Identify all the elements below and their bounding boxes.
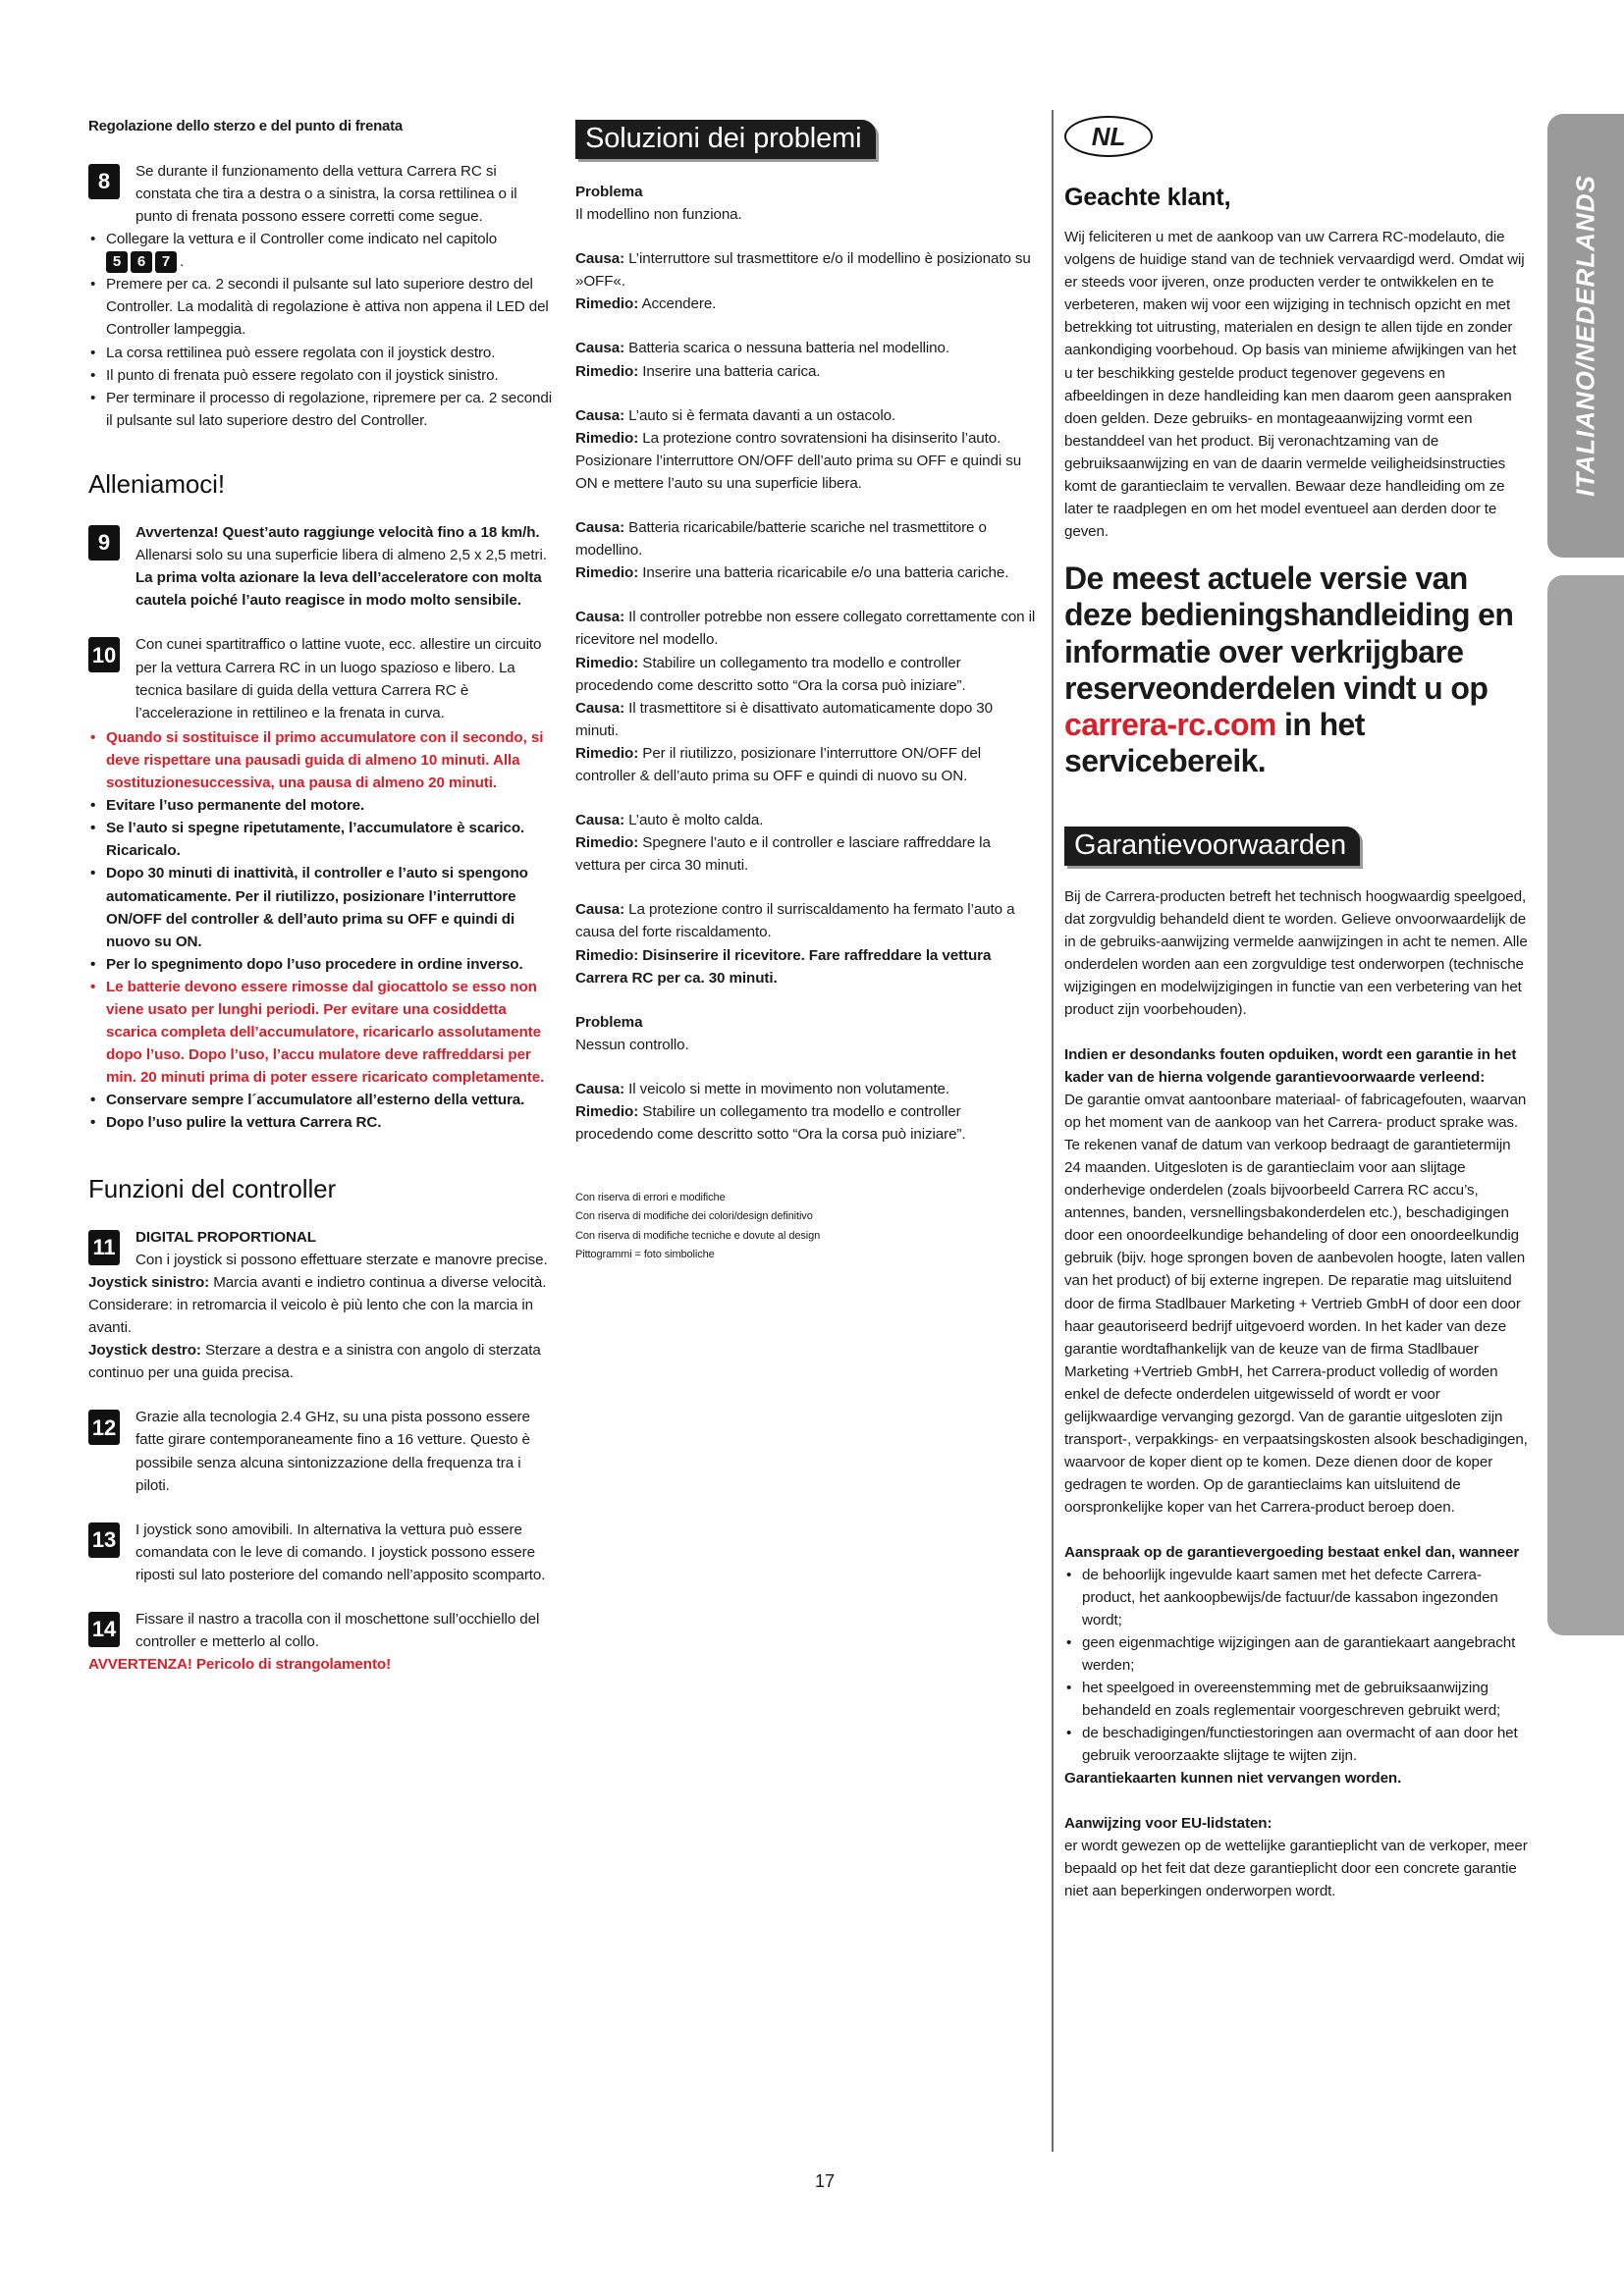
left-column <box>88 116 552 1676</box>
warranty-intro: Bij de Carrera-producten betreft het technisch hoogwaardig speelgoed, dat zorgvuldig behandeld dient te worden. Gelieve onvoorwaardelijk de in de gebruiks-aanwijzing vermelde aanwijzingen in acht te nemen. Alle onderdelen worden aan een zorgvuldige test onderworpen (technische wijzigingen en modelwijzigingen in functie van een verbetering van het product zijn voorbehouden). <box>1064 887 1528 1019</box>
step-12 <box>88 1406 552 1496</box>
bullet-red: • Quando si sostituisce il primo accumulatore con il secondo, si deve rispettare una pausadi guida di almeno 10 minuti. Alla sostituzionesuccessiva, una pausa di almeno 20 minuti. <box>88 726 552 794</box>
cause-block: Causa: Batteria scarica o nessuna batteria nel modellino. Rimedio: Inserire una batteria carica. <box>575 340 949 380</box>
eu-heading: Aanwijzing voor EU-lidstaten: <box>1064 1814 1272 1832</box>
step-number: 14 <box>88 1612 120 1647</box>
step-number: 10 <box>88 637 120 672</box>
side-tab-language <box>1547 114 1624 558</box>
bullet: • Per terminare il processo di regolazione, ripremere per ca. 2 secondi il pulsante sul lato superiore destro del Controller. <box>88 387 552 432</box>
warning-text: Allenarsi solo su una superficie libera di almeno 2,5 x 2,5 metri. <box>135 547 547 564</box>
step-11 <box>88 1226 552 1271</box>
problem-label: Problema <box>575 184 643 200</box>
latest-version-notice: De meest actuele versie van deze bedieningshandleiding en informatie over verkrijgbare reserveonderdelen vindt u op carrera-rc.com in het servicebereik. <box>1064 561 1514 778</box>
nl-language-badge: NL <box>1064 116 1153 157</box>
problem-text: Il modellino non funziona. <box>575 206 742 224</box>
warranty-heading: Indien er desondanks fouten opduiken, wordt een garantie in het kader van de hierna volgende garantievoorwaarde verleend: <box>1064 1045 1517 1086</box>
footnote: Pittogrammi = foto simboliche <box>575 1248 715 1260</box>
page-number: 17 <box>814 2171 836 2191</box>
problem-text: Nessun controllo. <box>575 1036 689 1053</box>
step-number: 11 <box>88 1230 120 1265</box>
step-text: Fissare il nastro a tracolla con il moschettone sull’occhiello del controller e metterlo al collo. <box>135 1611 540 1651</box>
bullet: • de beschadigingen/functiestoringen aan overmacht of aan door het gebruik veroorzaakte slijtage te wijten zijn. <box>1064 1722 1528 1767</box>
bullet: • het speelgoed in overeenstemming met de gebruiksaanwijzing behandeld en zoals reglementair voorgeschreven gebruikt werd; <box>1064 1677 1528 1722</box>
warning-bold: Avvertenza! Quest’auto raggiunge velocità fino a 18 km/h. <box>135 524 540 542</box>
bullet: • Dopo 30 minuti di inattività, il controller e l’auto si spengono automaticamente. Per il riutilizzo, posizionare l’interruttore ON/OFF del controller & dell’auto prima su OFF e quindi di nuovo su ON. <box>88 862 552 952</box>
step-text: Con cunei spartitraffico o lattine vuote, ecc. allestire un circuito per la vettura Carrera RC in un luogo spazioso e libero. La tecnica basilare di guida della vettura Carrera RC è l’accelerazione in rettilineo e la frenata in curva. <box>135 636 542 721</box>
cause-block: Causa: Il veicolo si mette in movimento non volutamente. Rimedio: Stabilire un collegamento tra modello e controller procedendo come descritto sotto “Ora la corsa può iniziare”. <box>575 1080 966 1144</box>
bullet: • Per lo spegnimento dopo l’uso procedere in ordine inverso. <box>88 953 552 976</box>
bullet: • Se l’auto si spegne ripetutamente, l’accumulatore è scarico. Ricaricalo. <box>88 817 552 862</box>
bullet: • Il punto di frenata può essere regolato con il joystick sinistro. <box>88 364 552 387</box>
step-text: Se durante il funzionamento della vettura Carrera RC si constata che tira a destra o a sinistra, la corsa rettilinea o il punto di frenata possono essere corretti come segue. <box>135 162 517 225</box>
bullet: • La corsa rettilinea può essere regolata con il joystick destro. <box>88 342 552 364</box>
joystick-right: Joystick destro: Sterzare a destra e a sinistra con angolo di sterzata continuo per una guida precisa. <box>88 1342 541 1382</box>
step-number: 9 <box>88 525 120 561</box>
column-divider <box>1052 110 1054 2152</box>
bullet-red: • Le batterie devono essere rimosse dal giocattolo se esso non viene usato per lunghi periodi. Per evitare una cosiddetta scarica completa dell’accumulatore, ricaricarlo assolutamente dopo l’uso. Dopo l’uso, l’accu mulatore deve raffreddarsi per min. 20 minuti prima di poter essere ricaricato completamente. <box>88 976 552 1089</box>
bullet: • Evitare l’uso permanente del motore. <box>88 794 552 817</box>
step-number: 13 <box>88 1522 120 1558</box>
step-13 <box>88 1519 552 1586</box>
cause-block: Causa: La protezione contro il surriscaldamento ha fermato l’auto a causa del forte riscaldamento. Rimedio: Disinserire il ricevitore. Fare raffreddare la vettura Carrera RC per ca. 30 minuti. <box>575 901 1015 987</box>
step-8 <box>88 160 552 228</box>
claim-note: Garantiekaarten kunnen niet vervangen worden. <box>1064 1770 1402 1788</box>
footnote: Con riserva di modifiche dei colori/design definitivo <box>575 1210 813 1223</box>
warning-bold-2: La prima volta azionare la leva dell’acceleratore con molta cautela poiché l’auto reagisce in modo molto sensibile. <box>135 569 542 610</box>
step-text: I joystick sono amovibili. In alternativa la vettura può essere comandata con le leve di comando. I joystick possono essere riposti sul lato posteriore del comando nell’apposito scomparto. <box>135 1521 546 1583</box>
step-text: Grazie alla tecnologia 2.4 GHz, su una pista possono essere fatte girare contemporaneamente fino a 16 vetture. Questo è possibile senza alcuna sintonizzazione della frequenza tra i piloti. <box>135 1409 530 1494</box>
side-tab-label: ITALIANO/NEDERLANDS <box>1570 175 1600 497</box>
bullet: • Conservare sempre l´accumulatore all’esterno della vettura. <box>88 1089 552 1111</box>
controller-title: Funzioni del controller <box>88 1173 337 1203</box>
steering-heading: Regolazione dello sterzo e del punto di frenata <box>88 118 403 134</box>
joystick-left: Joystick sinistro: Marcia avanti e indietro continua a diverse velocità. Considerare: in retromarcia il veicolo è più lento che con la marcia in avanti. <box>88 1273 547 1337</box>
problem-label: Problema <box>575 1013 643 1031</box>
footnotes <box>575 1189 1039 1264</box>
step-10 <box>88 633 552 723</box>
right-column <box>1064 116 1528 1902</box>
bullet: • Dopo l’uso pulire la vettura Carrera RC. <box>88 1111 552 1134</box>
side-tab-secondary <box>1547 575 1624 1635</box>
bullet: • de behoorlijk ingevulde kaart samen met het defecte Carrera-product, het aankoopbewijs/de factuur/de kassabon ingezonden wordt; <box>1064 1564 1528 1631</box>
alleniamoci-title: Alleniamoci! <box>88 468 225 499</box>
cause-block: Causa: L’auto si è fermata davanti a un ostacolo. Rimedio: La protezione contro sovratensioni ha disinserito l’auto. Posizionare l’interruttore ON/OFF dell’auto prima su OFF e quindi su ON e mettere l’auto su una superficie libera. <box>575 406 1022 492</box>
step-14 <box>88 1608 552 1653</box>
website-link[interactable]: carrera-rc.com <box>1064 706 1276 742</box>
ref-6-icon: 6 <box>131 251 152 273</box>
strangulation-warning: AVVERTENZA! Pericolo di strangolamento! <box>88 1656 392 1674</box>
greeting: Geachte klant, <box>1064 184 1231 211</box>
bullet: • Collegare la vettura e il Controller come indicato nel capitolo 5 6 7 . <box>88 228 552 273</box>
step-heading: DIGITAL PROPORTIONAL <box>135 1228 316 1246</box>
step-number: 12 <box>88 1410 120 1445</box>
warranty-text: De garantie omvat aantoonbare materiaal- of fabricagefouten, waarvan op het moment van de aankoop van het Carrera- product sprake was. Te rekenen vanaf de datum van verkoop bedraagt de garantietermijn 24 maanden. Uitgesloten is de garantieclaim voor aan slijtage onderhevige onderdelen (zoals bijvoorbeeld Carrera RC accu’s, antennes, banden, versnellingsbakonderdelen etc.), beschadigingen door een onoordeelkundige behandeling of door een onoordeelkundig gebruik (bijv. hoge sprongen boven de aanbevolen hoogte, laten vallen van het product) of bij externe ingrepen. De reparatie mag uitsluitend door de firma Stadlbauer Marketing + Vertrieb GmbH of door een door haar geautoriseerd bedrijf uitgevoerd worden. In het kader van deze garantie wordtafhankelijk van de keuze van de firma Stadlbauer Marketing +Vertrieb GmbH, het Carrera-product volledig of worden enkel de defecte onderdelen uitgewisseld of wordt er voor gelijkwaardige vervanging gezorgd. Van de garantie uitgesloten zijn transport-, verpakkings- en verpaatsingskosten alsook beschadigingen, waarvoor de koper dient op te komen. Deze dienen door de koper gedragen te worden. Op de garantieclaims kan uitsluitend de oorspronkelijke koper van het Carrera-product beroep doen. <box>1064 1091 1528 1517</box>
ref-7-icon: 7 <box>155 251 177 273</box>
intro-text: Wij feliciteren u met de aankoop van uw Carrera RC-modelauto, die volgens de huidige stand van de techniek vervaardigd werd. Omdat wij er steeds voor ijveren, onze producten verder te ontwikkelen en te verbeteren, maken wij voor een wijziging in technisch opzicht en met betrekking tot uitrusting, materialen en design te allen tijde en zonder aankondiging voorbehoud. Op basis van minieme afwijkingen van het u ter beschikking gestelde product tegenover gegevens en afbeeldingen in deze handleiding kan men daarom geen aanspraken doen gelden. Deze gebruiks- en montageaanwijzing vormt een bestanddeel van het product. Bij veronachtzaming van de gebruiksaanwijzing en van de daarin vermelde veiligheidsinstructies komt de garantieclaim te vervallen. Bewaar deze handleiding om ze later te raadplegen en om het model eventueel aan derden door te geven. <box>1064 229 1525 541</box>
warranty-banner: Garantievoorwaarden <box>1064 827 1360 866</box>
cause-block: Causa: Il controller potrebbe non essere collegato correttamente con il ricevitore nel modello. Rimedio: Stabilire un collegamento tra modello e controller procedendo come descritto sotto “Ora la corsa può iniziare”. Causa: Il trasmettitore si è disattivato automaticamente dopo 30 minuti. Rimedio: Per il riutilizzo, posizionare l’interruttore ON/OFF del controller & dell’auto prima su OFF e quindi di nuovo su ON. <box>575 609 1036 784</box>
cause-block: Causa: L’interruttore sul trasmettitore e/o il modellino è posizionato su »OFF«. Rimedio: Accendere. <box>575 250 1031 313</box>
bullet: • Premere per ca. 2 secondi il pulsante sul lato superiore destro del Controller. La modalità di regolazione è attiva non appena il LED del Controller lampeggia. <box>88 273 552 341</box>
step-text: Con i joystick si possono effettuare sterzate e manovre precise. <box>135 1251 548 1268</box>
claim-heading: Aanspraak op de garantievergoeding bestaat enkel dan, wanneer <box>1064 1543 1520 1561</box>
step-9 <box>88 521 552 612</box>
cause-block: Causa: Batteria ricaricabile/batterie scariche nel trasmettitore o modellino. Rimedio: Inserire una batteria ricaricabile e/o una batteria cariche. <box>575 519 1009 582</box>
battery-bullet-list <box>88 726 552 1135</box>
bullet: • geen eigenmachtige wijzigingen aan de garantiekaart aangebracht werden; <box>1064 1631 1528 1677</box>
eu-text: er wordt gewezen op de wettelijke garantieplicht van de verkoper, meer bepaald op het feit dat deze garantieplicht door een concrete garantie niet aan beperkingen onderworpen wordt. <box>1064 1837 1528 1899</box>
troubleshooting-banner: Soluzioni dei problemi <box>575 120 876 159</box>
footnote: Con riserva di modifiche tecniche e dovute al design <box>575 1229 821 1242</box>
ref-5-icon: 5 <box>106 251 128 273</box>
footnote: Con riserva di errori e modifiche <box>575 1192 726 1204</box>
middle-column <box>575 120 1039 1264</box>
cause-block: Causa: L’auto è molto calda. Rimedio: Spegnere l’auto e il controller e lasciare raffreddare la vettura per circa 30 minuti. <box>575 812 991 875</box>
step-number: 8 <box>88 164 120 199</box>
